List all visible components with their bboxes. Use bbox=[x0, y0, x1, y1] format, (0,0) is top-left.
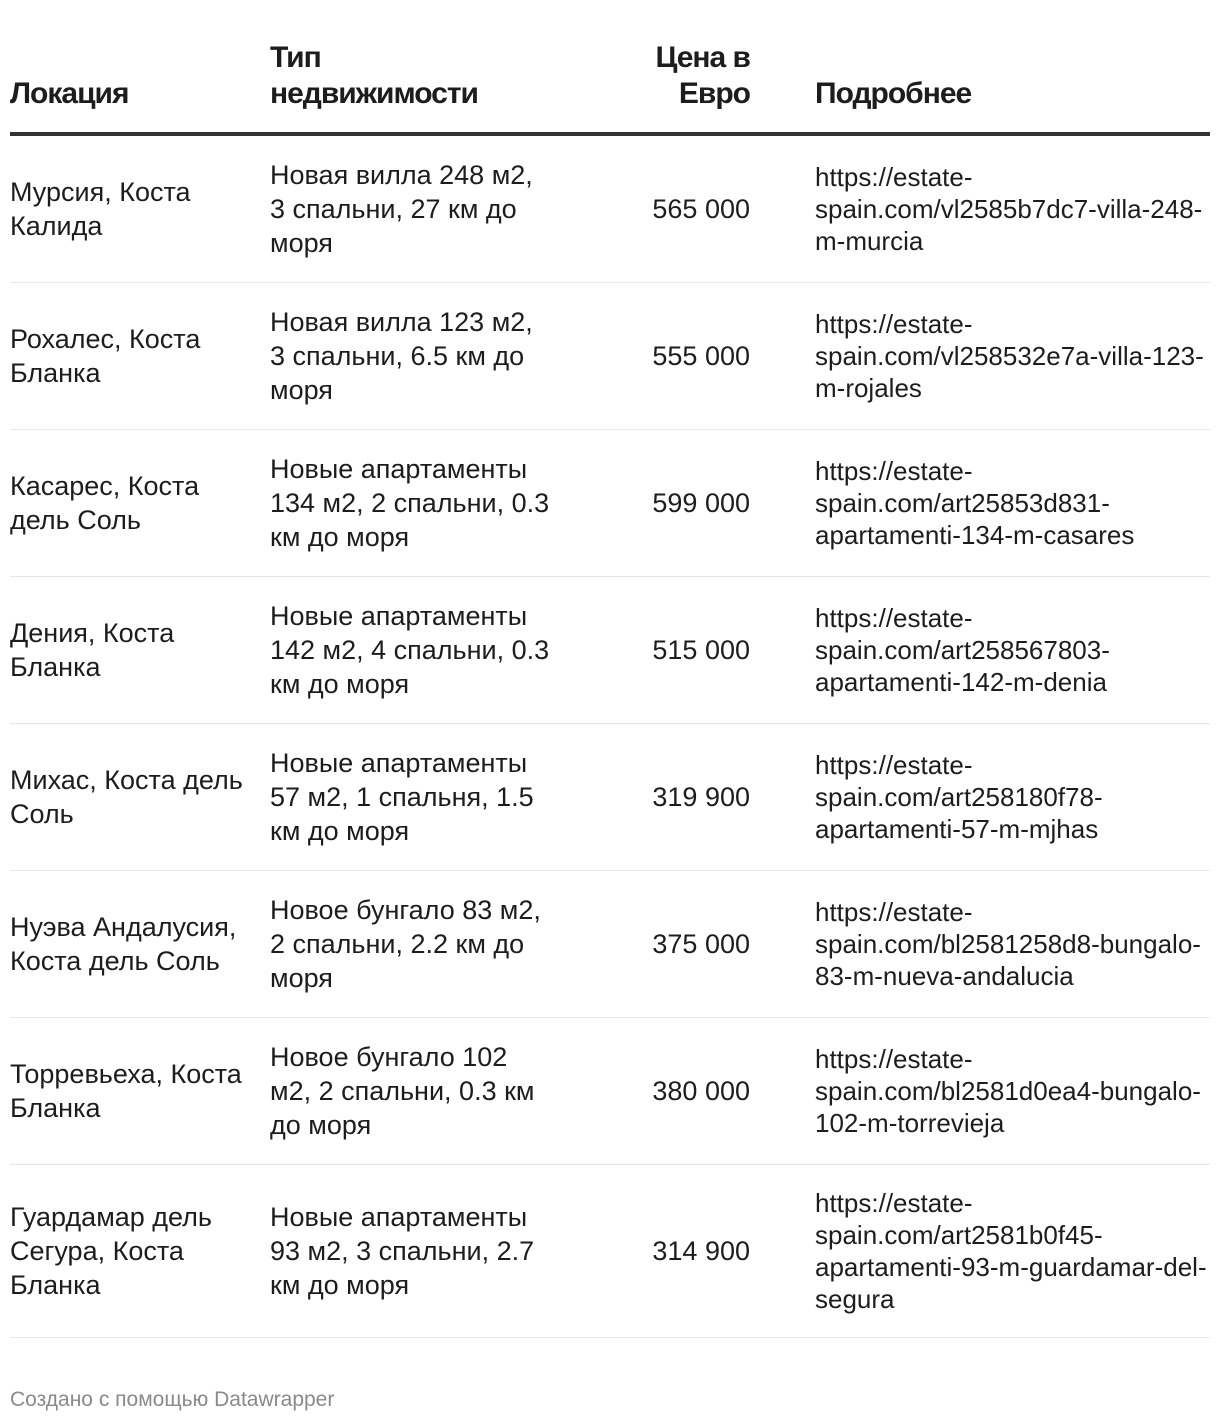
cell-details-link[interactable]: https://estate-spain.com/vl2585b7dc7-villa-248-m-murcia bbox=[750, 134, 1210, 283]
column-header-type-line1: Тип bbox=[270, 41, 321, 74]
column-header-price-line2: Евро bbox=[678, 77, 750, 110]
cell-property-type: Новые апартаменты 93 м2, 3 спальни, 2.7 км до моря bbox=[270, 1165, 560, 1338]
column-header-location[interactable] bbox=[10, 40, 270, 134]
table-body bbox=[10, 134, 1210, 1338]
cell-price: 515 000 bbox=[560, 577, 750, 724]
table-row bbox=[10, 577, 1210, 724]
cell-location: Нуэва Андалусия, Коста дель Соль bbox=[10, 871, 270, 1018]
cell-price: 599 000 bbox=[560, 430, 750, 577]
header-row bbox=[10, 40, 1210, 134]
column-header-type[interactable] bbox=[270, 40, 560, 134]
cell-details-link[interactable]: https://estate-spain.com/art258567803-apartamenti-142-m-denia bbox=[750, 577, 1210, 724]
cell-price: 314 900 bbox=[560, 1165, 750, 1338]
table-row bbox=[10, 430, 1210, 577]
cell-property-type: Новое бунгало 83 м2, 2 спальни, 2.2 км до моря bbox=[270, 871, 560, 1018]
cell-details-link[interactable]: https://estate-spain.com/art25853d831-apartamenti-134-m-casares bbox=[750, 430, 1210, 577]
table-row bbox=[10, 1165, 1210, 1338]
property-table bbox=[10, 40, 1210, 1338]
cell-details-link[interactable]: https://estate-spain.com/bl2581258d8-bungalo-83-m-nueva-andalucia bbox=[750, 871, 1210, 1018]
cell-details-link[interactable]: https://estate-spain.com/art2581b0f45-apartamenti-93-m-guardamar-del-segura bbox=[750, 1165, 1210, 1338]
cell-price: 375 000 bbox=[560, 871, 750, 1018]
cell-location: Мурсия, Коста Калида bbox=[10, 134, 270, 283]
cell-property-type: Новые апартаменты 142 м2, 4 спальни, 0.3 км до моря bbox=[270, 577, 560, 724]
cell-details-link[interactable]: https://estate-spain.com/art258180f78-apartamenti-57-m-mjhas bbox=[750, 724, 1210, 871]
table-row bbox=[10, 1018, 1210, 1165]
cell-property-type: Новые апартаменты 57 м2, 1 спальня, 1.5 км до моря bbox=[270, 724, 560, 871]
column-header-details[interactable] bbox=[750, 40, 1210, 134]
table-row bbox=[10, 134, 1210, 283]
cell-location: Рохалес, Коста Бланка bbox=[10, 283, 270, 430]
cell-details-link[interactable]: https://estate-spain.com/bl2581d0ea4-bungalo-102-m-torrevieja bbox=[750, 1018, 1210, 1165]
cell-location: Торревьеха, Коста Бланка bbox=[10, 1018, 270, 1165]
cell-location: Гуардамар дель Сегура, Коста Бланка bbox=[10, 1165, 270, 1338]
cell-price: 380 000 bbox=[560, 1018, 750, 1165]
table-row bbox=[10, 724, 1210, 871]
cell-location: Дения, Коста Бланка bbox=[10, 577, 270, 724]
footer-credit[interactable]: Создано с помощью Datawrapper bbox=[10, 1388, 335, 1411]
cell-property-type: Новые апартаменты 134 м2, 2 спальни, 0.3 км до моря bbox=[270, 430, 560, 577]
column-header-details-label: Подробнее bbox=[815, 77, 972, 110]
cell-property-type: Новая вилла 123 м2, 3 спальни, 6.5 км до моря bbox=[270, 283, 560, 430]
cell-location: Касарес, Коста дель Соль bbox=[10, 430, 270, 577]
cell-property-type: Новое бунгало 102 м2, 2 спальни, 0.3 км до моря bbox=[270, 1018, 560, 1165]
cell-location: Михас, Коста дель Соль bbox=[10, 724, 270, 871]
cell-price: 319 900 bbox=[560, 724, 750, 871]
table-row bbox=[10, 871, 1210, 1018]
table-header bbox=[10, 40, 1210, 134]
table-row bbox=[10, 283, 1210, 430]
cell-price: 555 000 bbox=[560, 283, 750, 430]
cell-property-type: Новая вилла 248 м2, 3 спальни, 27 км до моря bbox=[270, 134, 560, 283]
column-header-price-line1: Цена в bbox=[655, 41, 750, 74]
cell-price: 565 000 bbox=[560, 134, 750, 283]
column-header-location-label: Локация bbox=[10, 77, 129, 110]
cell-details-link[interactable]: https://estate-spain.com/vl258532e7a-villa-123-m-rojales bbox=[750, 283, 1210, 430]
property-table-container bbox=[10, 40, 1210, 1338]
column-header-type-line2: недвижимости bbox=[270, 77, 478, 110]
column-header-price[interactable] bbox=[560, 40, 750, 134]
